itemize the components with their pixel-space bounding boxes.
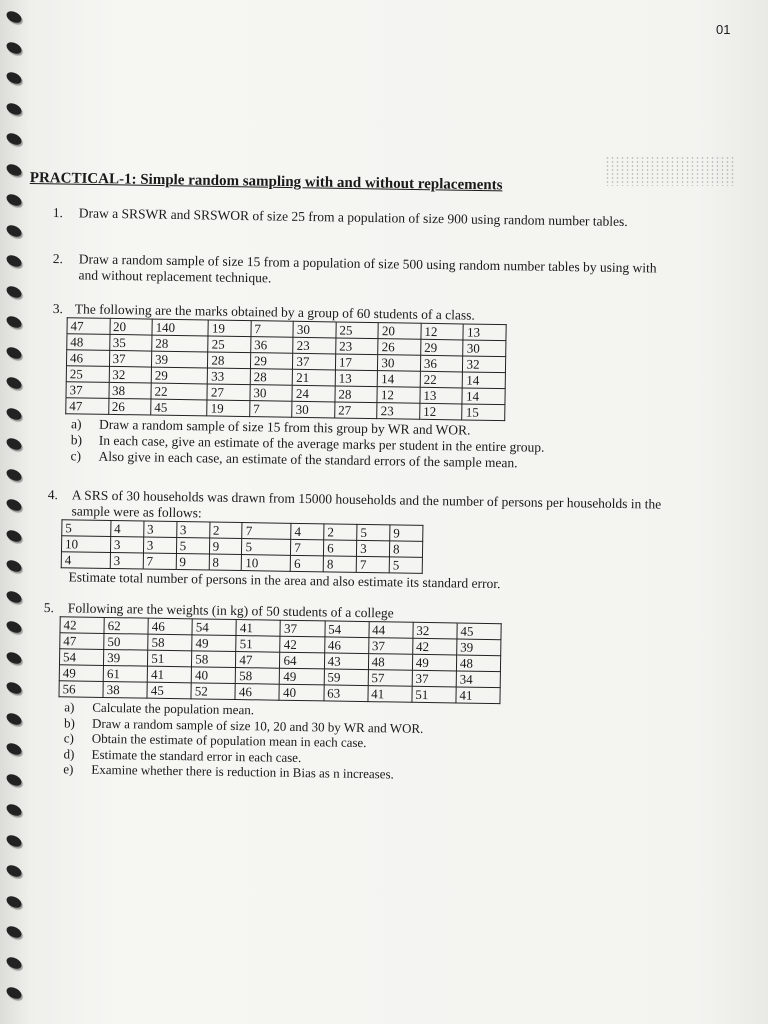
question-2-text: Draw a random sample of size 15 from a population of size 500 using random number tables by using with and without replacement technique. (78, 251, 657, 286)
table-cell: 5 (242, 539, 291, 556)
table-cell: 9 (176, 554, 209, 571)
table-cell: 41 (236, 620, 280, 637)
table-cell: 32 (109, 366, 152, 383)
spiral-hole (5, 70, 24, 86)
question-5-text: Following are the weights (in kg) of 50 students of a college (67, 600, 394, 621)
table-cell: 21 (293, 369, 336, 386)
table-cell: 37 (109, 350, 152, 367)
table-cell: 45 (457, 623, 501, 640)
subpart-label: c) (70, 448, 82, 464)
table-cell: 58 (236, 668, 280, 685)
table-cell: 35 (109, 334, 152, 351)
table-cell: 30 (292, 401, 335, 418)
subpart-text: Calculate the population mean. (92, 699, 255, 718)
table-cell: 4 (291, 523, 324, 540)
table-cell: 3 (176, 522, 209, 539)
table-cell: 29 (250, 353, 293, 370)
table-cell: 29 (151, 367, 208, 384)
table-cell: 9 (209, 538, 242, 555)
table-cell: 54 (192, 619, 236, 636)
table-cell: 22 (151, 383, 208, 400)
table-cell: 40 (279, 684, 323, 701)
table-cell: 5 (357, 524, 390, 541)
table-cell: 7 (356, 556, 389, 573)
table-cell: 39 (457, 639, 501, 656)
spiral-hole (5, 314, 24, 330)
table-cell: 57 (368, 670, 412, 687)
table-cell: 23 (377, 403, 420, 420)
table-cell: 30 (293, 321, 336, 338)
subpart-label: b) (70, 432, 83, 448)
table-cell: 42 (412, 638, 456, 655)
table-cell: 40 (191, 667, 235, 684)
table-cell: 48 (67, 334, 110, 351)
table-cell: 5 (176, 538, 209, 555)
table-cell: 33 (208, 368, 251, 385)
table-cell: 4 (111, 520, 144, 537)
table-cell: 30 (378, 355, 421, 372)
table-cell: 42 (60, 617, 104, 634)
table-cell: 38 (103, 681, 147, 698)
table-cell: 28 (208, 352, 251, 369)
spiral-hole (5, 405, 24, 421)
table-cell: 8 (323, 556, 356, 573)
spiral-hole (5, 741, 24, 757)
subpart-text: Obtain the estimate of population mean in each case. (91, 730, 367, 751)
table-cell: 61 (103, 665, 147, 682)
table-cell: 27 (207, 384, 250, 401)
table-cell: 41 (147, 666, 191, 683)
table-cell: 30 (463, 340, 506, 357)
table-cell: 52 (191, 683, 235, 700)
table-cell: 14 (378, 371, 421, 388)
table-cell: 44 (369, 622, 413, 639)
page-number: 01 (716, 22, 731, 37)
question-4 (47, 487, 688, 592)
question-2-number: 2. (52, 251, 64, 267)
table-cell: 8 (209, 554, 242, 571)
table-cell: 7 (143, 553, 176, 570)
subpart-label: d) (63, 745, 75, 761)
spiral-hole (5, 893, 24, 909)
table-cell: 49 (59, 665, 103, 682)
subpart-label: a) (70, 416, 82, 432)
table-cell: 45 (147, 682, 191, 699)
question-4-number: 4. (47, 487, 59, 503)
table-cell: 24 (292, 385, 335, 402)
table-cell: 23 (336, 338, 379, 355)
table-cell: 26 (108, 398, 151, 415)
subpart-text: Estimate the standard error in each case. (91, 746, 302, 765)
spiral-hole (5, 283, 24, 299)
table-cell: 59 (324, 669, 368, 686)
table-cell: 3 (143, 521, 176, 538)
table-cell: 3 (110, 536, 143, 553)
table-cell: 7 (242, 523, 291, 540)
table-cell: 37 (280, 620, 324, 637)
subpart-label: a) (64, 699, 75, 715)
table-cell: 10 (61, 536, 110, 553)
table-cell: 19 (208, 320, 251, 337)
table-cell: 14 (463, 372, 506, 389)
scan-noise (605, 156, 735, 186)
table-cell: 14 (462, 388, 505, 405)
question-3 (52, 301, 673, 471)
table-cell: 27 (335, 402, 378, 419)
table-cell: 51 (236, 636, 280, 653)
title-text: PRACTICAL-1: Simple random sampling with and without replacements (29, 170, 503, 194)
marks-table (65, 317, 506, 421)
question-5 (43, 600, 684, 782)
subpart-text: In each case, give an estimate of the average marks per student in the entire group. (98, 432, 545, 455)
table-cell: 46 (235, 684, 279, 701)
table-cell: 54 (325, 621, 369, 638)
spiral-hole (5, 344, 24, 360)
table-cell: 13 (463, 324, 506, 341)
table-cell: 3 (357, 540, 390, 557)
table-cell: 25 (66, 366, 109, 383)
table-cell: 39 (104, 649, 148, 666)
table-cell: 36 (251, 337, 294, 354)
table-cell: 37 (412, 670, 456, 687)
table-cell: 48 (456, 655, 500, 672)
table-cell: 63 (324, 685, 368, 702)
subpart-label: c) (63, 730, 75, 746)
table-cell: 2 (324, 524, 357, 541)
table-cell: 51 (412, 686, 456, 703)
table-cell: 6 (324, 540, 357, 557)
subpart-text: Also give in each case, an estimate of the standard errors of the sample mean. (98, 448, 518, 471)
table-cell: 51 (148, 650, 192, 667)
spiral-hole (5, 985, 24, 1001)
table-cell: 19 (207, 400, 250, 417)
table-cell: 25 (336, 322, 379, 339)
table-cell: 23 (293, 337, 336, 354)
spiral-hole (5, 39, 24, 55)
table-cell: 41 (456, 687, 500, 704)
spiral-hole (5, 863, 24, 879)
spiral-hole (5, 649, 24, 665)
subpart-text: Examine whether there is reduction in Bias as n increases. (91, 761, 394, 782)
table-cell: 64 (280, 652, 324, 669)
question-3-text: The following are the marks obtained by a group of 60 students of a class. (74, 301, 475, 323)
table-cell: 25 (208, 336, 251, 353)
table-cell: 9 (390, 525, 423, 542)
table-cell: 62 (104, 617, 148, 634)
table-cell: 45 (151, 399, 208, 416)
question-4-instruction: Estimate total number of persons in the area and also estimate its standard error. (68, 569, 501, 592)
spiral-hole (5, 954, 24, 970)
spiral-hole (5, 558, 24, 574)
spiral-hole (5, 619, 24, 635)
question-4-text: A SRS of 30 households was drawn from 15000 households and the number of persons per households in the sample were as follows: (71, 487, 662, 521)
table-cell: 42 (280, 636, 324, 653)
table-cell: 7 (251, 321, 294, 338)
table-cell: 56 (59, 681, 103, 698)
table-cell: 3 (143, 537, 176, 554)
spiral-hole (5, 710, 24, 726)
question-5-subparts (63, 699, 626, 785)
spiral-hole (5, 466, 24, 482)
table-cell: 37 (66, 382, 109, 399)
table-cell: 47 (67, 318, 110, 335)
weights-table (58, 616, 501, 704)
subpart-label: b) (63, 714, 76, 730)
table-cell: 22 (420, 371, 463, 388)
table-cell: 28 (152, 335, 209, 352)
table-cell: 47 (66, 398, 109, 415)
table-cell: 41 (368, 686, 412, 703)
spiral-hole (5, 375, 24, 391)
page-title (30, 170, 503, 194)
table-cell: 37 (293, 353, 336, 370)
table-cell: 28 (250, 369, 293, 386)
table-cell: 26 (378, 339, 421, 356)
table-cell: 32 (463, 356, 506, 373)
spiral-hole (5, 802, 24, 818)
spiral-hole (5, 680, 24, 696)
subpart-text: Draw a random sample of size 15 from this group by WR and WOR. (98, 416, 471, 438)
table-cell: 49 (192, 635, 236, 652)
spiral-hole (5, 100, 24, 116)
table-cell: 32 (413, 622, 457, 639)
table-cell: 39 (152, 351, 209, 368)
table-cell: 48 (368, 654, 412, 671)
question-1-text: Draw a SRSWR and SRSWOR of size 25 from a population of size 900 using random number tables. (78, 205, 628, 230)
table-cell: 38 (108, 382, 151, 399)
table-cell: 49 (412, 654, 456, 671)
spiral-hole (5, 497, 24, 513)
table-cell: 36 (420, 355, 463, 372)
households-table (61, 519, 424, 574)
table-cell: 37 (368, 638, 412, 655)
table-cell: 43 (324, 653, 368, 670)
table-cell: 46 (324, 637, 368, 654)
spiral-hole (5, 253, 24, 269)
table-cell: 50 (104, 633, 148, 650)
table-cell: 20 (109, 318, 152, 335)
table-cell: 5 (62, 520, 111, 537)
table-cell: 46 (148, 618, 192, 635)
spiral-hole (5, 436, 24, 452)
table-cell: 46 (66, 350, 109, 367)
table-cell: 8 (389, 541, 422, 558)
table-cell: 20 (378, 323, 421, 340)
table-cell: 12 (420, 403, 463, 420)
table-cell: 15 (462, 404, 505, 421)
table-cell: 28 (335, 386, 378, 403)
question-2 (52, 251, 673, 286)
table-cell: 3 (110, 552, 143, 569)
table-cell: 47 (60, 633, 104, 650)
table-cell: 12 (421, 323, 464, 340)
table-cell: 140 (152, 319, 209, 336)
table-cell: 58 (148, 634, 192, 651)
table-cell: 17 (335, 354, 378, 371)
question-3-number: 3. (52, 301, 64, 317)
spiral-hole (5, 161, 24, 177)
table-cell: 2 (209, 522, 242, 539)
table-cell: 54 (59, 649, 103, 666)
spiral-hole (5, 192, 24, 208)
spiral-hole (5, 9, 24, 25)
question-1 (52, 205, 673, 230)
subpart-text: Draw a random sample of size 10, 20 and 30 by WR and WOR. (91, 715, 424, 736)
subpart-label: e) (63, 761, 74, 777)
question-5-number: 5. (43, 600, 55, 616)
table-cell: 34 (456, 671, 500, 688)
spiral-hole (5, 832, 24, 848)
table-cell: 30 (250, 385, 293, 402)
table-cell: 13 (420, 387, 463, 404)
table-cell: 5 (389, 557, 422, 574)
table-cell: 7 (250, 401, 293, 418)
table-cell: 12 (377, 387, 420, 404)
spiral-binding (0, 0, 30, 1024)
table-cell: 4 (61, 552, 110, 569)
spiral-hole (5, 588, 24, 604)
table-cell: 10 (242, 555, 291, 572)
spiral-hole (5, 924, 24, 940)
spiral-hole (5, 222, 24, 238)
table-cell: 47 (236, 652, 280, 669)
table-cell: 49 (280, 668, 324, 685)
question-1-number: 1. (52, 205, 64, 221)
spiral-hole (5, 131, 24, 147)
spiral-hole (5, 527, 24, 543)
table-cell: 6 (290, 555, 323, 572)
table-cell: 13 (335, 370, 378, 387)
question-3-subparts (70, 416, 633, 473)
table-cell: 7 (291, 539, 324, 556)
spiral-hole (5, 771, 24, 787)
table-cell: 29 (421, 339, 464, 356)
table-cell: 58 (192, 651, 236, 668)
